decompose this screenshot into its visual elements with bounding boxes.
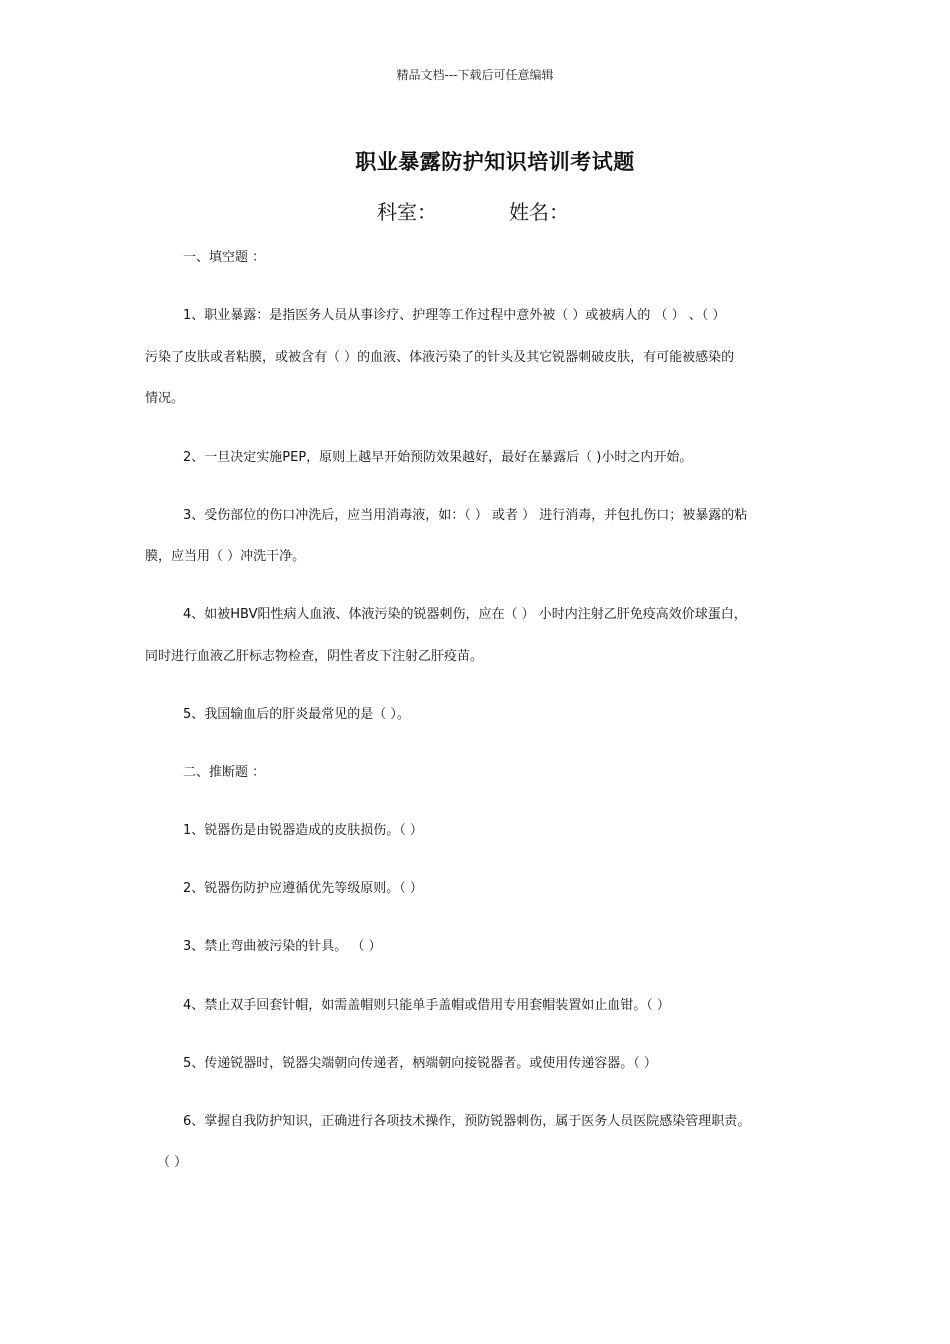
header-note: 精品文档---下载后可任意编辑 (396, 68, 554, 82)
judgment-question-4: 4、禁止双手回套针帽，如需盖帽则只能单手盖帽或借用专用套帽装置如止血钳。（ ） (183, 998, 670, 1013)
name-label: 姓名： (509, 200, 569, 224)
document-title: 职业暴露防护知识培训考试题 (355, 149, 635, 174)
judgment-question-6-line-2: （ ） (157, 1155, 188, 1170)
judgment-question-1: 1、锐器伤是由锐器造成的皮肤损伤。（ ） (183, 823, 423, 838)
question-5-line-1: 5、我国输血后的肝炎最常见的是（ ）。 (183, 707, 410, 722)
question-2-line-1: 2、一旦决定实施PEP，原则上越早开始预防效果越好，最好在暴露后（ )小时之内开始。 (183, 450, 693, 465)
question-4-line-2: 同时进行血液乙肝标志物检查，阴性者皮下注射乙肝疫苗。 (145, 649, 484, 664)
question-1-line-2: 污染了皮肤或者粘膜，或被含有（ ）的血液、体液污染了的针头及其它锐器刺破皮肤，有可能被感染的 (145, 350, 735, 365)
section2-heading: 二、推断题 ： (183, 765, 266, 780)
judgment-question-2: 2、锐器伤防护应遵循优先等级原则。（ ） (183, 881, 423, 896)
question-3-line-2: 膜，应当用（ ）冲洗干净。 (145, 549, 306, 564)
judgment-question-6-line-1: 6、掌握自我防护知识，正确进行各项技术操作，预防锐器刺伤，属于医务人员医院感染管理职责。 (183, 1114, 751, 1129)
section1-heading: 一、填空题 ： (183, 250, 266, 265)
judgment-question-5: 5、传递锐器时，锐器尖端朝向传递者，柄端朝向接锐器者。或使用传递容器。（ ） (183, 1056, 657, 1071)
question-1-line-3: 情况。 (145, 391, 185, 406)
question-1-line-1: 1、职业暴露：是指医务人员从事诊疗、护理等工作过程中意外被（ ）或被病人的 （ ） 、（ ） (183, 308, 726, 323)
question-4-line-1: 4、如被HBV阳性病人血液、体液污染的锐器刺伤，应在（ ） 小时内注射乙肝免疫高效价球蛋白， (183, 607, 747, 622)
judgment-question-3: 3、禁止弯曲被污染的针具。 （ ） (183, 939, 382, 954)
question-3-line-1: 3、受伤部位的伤口冲洗后，应当用消毒液，如：（ ） 或者 ） 进行消毒，并包扎伤口；被暴露的粘 (183, 508, 748, 523)
info-fields (377, 196, 569, 225)
department-label: 科室： (377, 200, 437, 224)
